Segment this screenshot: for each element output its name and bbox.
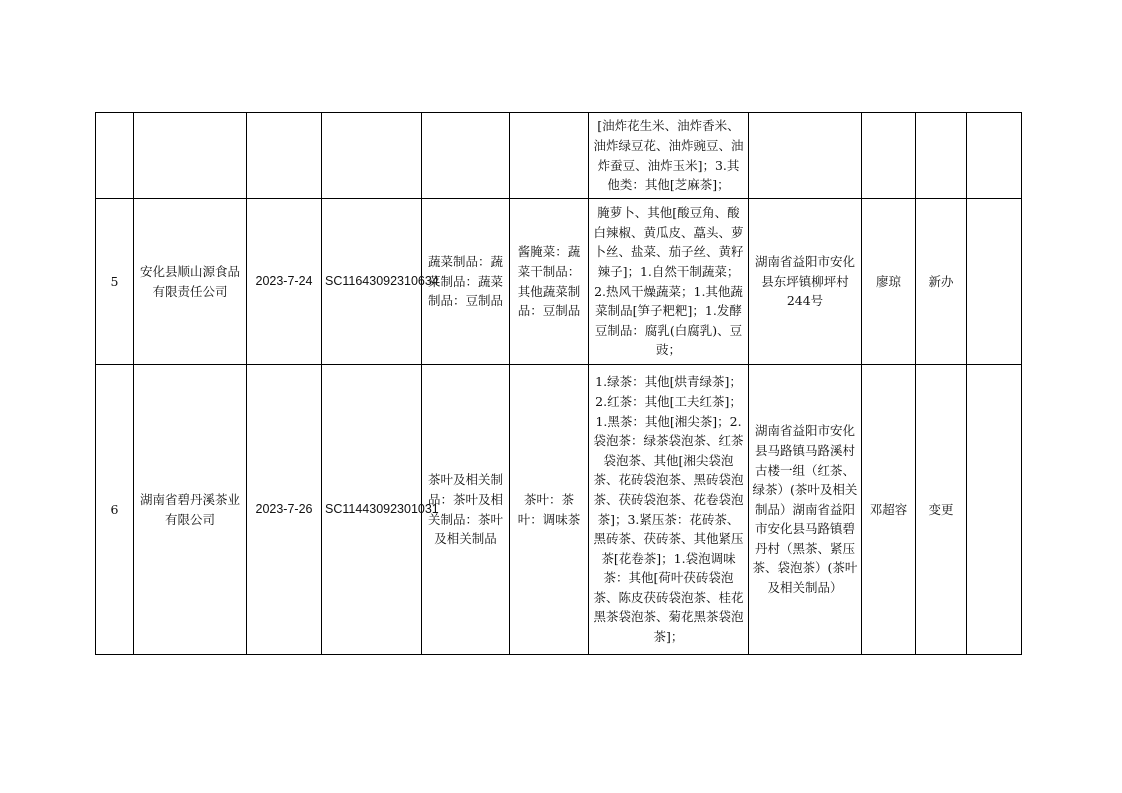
product-details-text: 腌萝卜、其他[酸豆角、酸白辣椒、黄瓜皮、藠头、萝卜丝、盐菜、茄子丝、黄籽辣子]；1.自然干制蔬菜；2.热风干燥蔬菜；1.其他蔬菜制品[笋子粑粑]；1.发酵豆制品：腐乳(白腐乳)、豆豉；: [593, 205, 744, 358]
row-number: 6: [96, 365, 134, 655]
license-table: [95, 112, 1022, 655]
application-type: 变更: [916, 365, 967, 655]
row-number: [96, 113, 134, 199]
product-details-text: 1.绿茶：其他[烘青绿茶]；2.红茶：其他[工夫红茶]；1.黑茶：其他[湘尖茶]；2.袋泡茶：绿茶袋泡茶、红茶袋泡茶、其他[湘尖袋泡茶、花砖袋泡茶、黑砖袋泡茶、茯砖袋泡茶、花卷袋泡茶]；3.紧压茶：花砖茶、黑砖茶、茯砖茶、其他紧压茶[花卷茶]；1.袋泡调味茶：其他[荷叶茯砖袋泡茶、陈皮茯砖袋泡茶、桂花黑茶袋泡茶、菊花黑茶袋泡茶]；: [593, 374, 744, 645]
table-row: [96, 199, 1022, 365]
production-address: 湖南省益阳市安化县马路镇马路溪村古楼一组（红茶、绿茶）(茶叶及相关制品）湖南省益阳市安化县马路镇碧丹村（黑茶、紧压茶、袋泡茶）(茶叶及相关制品）: [749, 365, 862, 655]
license-number: SC11643092310634: [322, 199, 422, 365]
remark: [967, 113, 1022, 199]
license-number: [322, 113, 422, 199]
table-row: [96, 365, 1022, 655]
product-details: [589, 113, 749, 199]
application-type: 新办: [916, 199, 967, 365]
remark: [967, 365, 1022, 655]
issue-date: [247, 113, 322, 199]
issue-date: 2023-7-24: [247, 199, 322, 365]
product-details: [589, 199, 749, 365]
food-category: [422, 113, 510, 199]
product-details-text: [油炸花生米、油炸香米、油炸绿豆花、油炸豌豆、油炸蚕豆、油炸玉米]；3.其他类：其他[芝麻茶]；: [593, 118, 744, 193]
product-details: [589, 365, 749, 655]
company-name: 湖南省碧丹溪茶业有限公司: [134, 365, 247, 655]
issue-date: 2023-7-26: [247, 365, 322, 655]
row-number: 5: [96, 199, 134, 365]
food-subcategory: 酱腌菜：蔬菜干制品：其他蔬菜制品：豆制品: [510, 199, 589, 365]
legal-person: [862, 113, 916, 199]
production-address: [749, 113, 862, 199]
remark: [967, 199, 1022, 365]
company-name: [134, 113, 247, 199]
table-row: [96, 113, 1022, 199]
food-category: 茶叶及相关制品：茶叶及相关制品：茶叶及相关制品: [422, 365, 510, 655]
production-address: 湖南省益阳市安化县东坪镇柳坪村244号: [749, 199, 862, 365]
food-subcategory: [510, 113, 589, 199]
license-number: SC11443092301031: [322, 365, 422, 655]
food-category: 蔬菜制品：蔬菜制品：蔬菜制品：豆制品: [422, 199, 510, 365]
legal-person: 廖琼: [862, 199, 916, 365]
application-type: [916, 113, 967, 199]
company-name: 安化县顺山源食品有限责任公司: [134, 199, 247, 365]
food-subcategory: 茶叶：茶叶：调味茶: [510, 365, 589, 655]
legal-person: 邓超容: [862, 365, 916, 655]
